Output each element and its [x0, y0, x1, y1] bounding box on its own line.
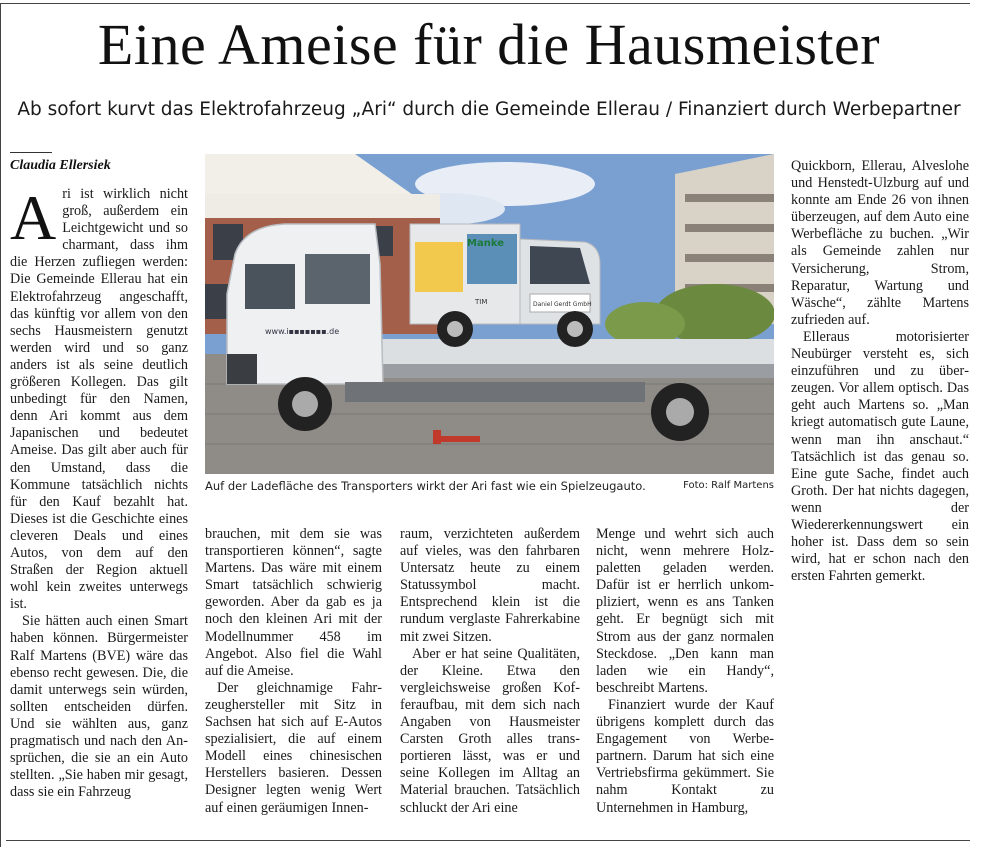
van-plate-text: Daniel Gerdt GmbH — [533, 301, 592, 308]
article-column-3 — [400, 526, 580, 832]
paragraph-3: brauchen, mit dem sie was transportieren können“, sagte Martens. Das wäre mit einem Smart tatsächlich schwierig geworden. Aber da gab es ja noch den kleinen Ari mit der Modellnummer 458 im Angebot. Also fiel die Wahl auf die Ameise. — [205, 526, 382, 679]
paragraph-10: Elleraus motorisierter Neubürger versteht es, sich einzuführen und zu überzeugen. Vor allem optisch. Das geht auch Martens so. „Man kriegt automatisch gute Laune, wenn man ihn anschaut.“ Tatsächlich ist das genau so. Eine gute Sache, findet auch Groth. Der hat nichts dagegen, wenn der Wiedererkennungswert ein hoher ist. Dass dem so sein wird, hat er schon nach den ersten Fahrten gemerkt. — [791, 328, 969, 585]
drop-cap: A — [10, 186, 57, 253]
van-sign: Manke — [467, 238, 504, 249]
article-column-2 — [205, 526, 382, 832]
paragraph-4: Der gleichnamige Fahrzeughersteller mit Sitz in Sachsen hat sich auf E-Autos spezialisiert, die auf einem Modell eines chinesischen Herstellers basieren. Dessen Designer legten wenig Wert auf einen geräumigen Innen- — [205, 679, 382, 816]
article-column-4 — [596, 526, 774, 832]
paragraph-1 — [10, 186, 188, 613]
photo-illustration — [205, 154, 774, 474]
paragraph-8: Finanziert wurde der Kauf übrigens komplett durch das Engagement von Werbepartnern. Darum hat sich eine Vertriebsfirma gekümmert. Sie nahm Kontakt zu Unternehmen in Hamburg, — [596, 696, 774, 816]
article-photo — [205, 154, 774, 474]
caption-text: Auf der Ladefläche des Transporters wirkt der Ari fast wie ein Spielzeugauto. — [205, 479, 646, 493]
truck-door-text: www.i▪▪▪▪▪▪▪.de — [265, 327, 340, 336]
byline-rule — [10, 152, 52, 153]
paragraph-9: Quickborn, Ellerau, Alveslohe und Henstedt-Ulzburg auf und konnte am Ende 26 von ihnen überzeugen, auf dem Auto eine Werbefläche zu buchen. „Wir als Gemeinde zahlen nur Versicherung, Strom, Reparatur, Wartung und Wäsche“, zählte Martens zufrieden auf. — [791, 158, 969, 328]
paragraph-6: Aber er hat seine Qualitäten, der Kleine. Etwa den vergleichsweise großen Kofferaufbau, mit dem sich nach Angaben von Hausmeister Carsten Groth alles transportieren lässt, was er und seine Kollegen im Alltag an Material brauchen. Tatsächlich schluckt der Ari eine — [400, 645, 580, 816]
van-panel-label: TIM — [475, 298, 488, 306]
article-column-5 — [791, 158, 969, 588]
paragraph-2: Sie hätten auch einen Smart haben können. Bürgermeister Ralf Martens (BVE) wäre das ebenso recht gewesen. Die, die damit unterwegs sein würden, sollten entscheiden dürfen. Und sie wählten aus, ganz pragmatisch und nach den Ansprüchen, die sie an ein Auto stellten. „Sie haben mir gesagt, dass sie ein Fahrzeug — [10, 613, 188, 801]
author-byline: Claudia Ellersiek — [10, 158, 111, 173]
bottom-rule — [6, 840, 970, 841]
paragraph-1-text: ri ist wirklich nicht groß, außerdem ein Leichtgewicht und so charmant, dass ihm die Herzen zufliegen werden: Die Gemeinde Ellerau hat ein Elektrofahrzeug angeschafft, das künftig vor allem von den sechs Hausmeistern genutzt werden wird und so ganz anders ist als seine deutlich größeren Kollegen. Das gilt unbedingt für den Namen, denn Ari kommt aus dem Japanischen und bedeutet Ameise. Das gilt aber auch für den Umstand, dass die Kommune tatsächlich nichts für den Kauf bezahlt hat. Dieses ist die Geschichte eines cleveren Deals und eines Autos, von dem auf den Straßen der Region aktuell wohl kein zweites unterwegs ist. — [10, 186, 188, 613]
paragraph-5: raum, verzichteten außerdem auf vieles, was den fahrbaren Untersatz heute zu einem Statussymbol macht. Entsprechend klein ist die rundum verglaste Fahrerkabine mit zwei Sitzen. — [400, 526, 580, 645]
photo-caption — [205, 478, 774, 494]
left-rule — [0, 3, 1, 847]
paragraph-7: Menge und wehrt sich auch nicht, wenn mehrere Holzpaletten geladen werden. Dafür ist er herrlich unkompliziert, wenn es ans Tanken geht. Er begnügt sich mit Strom aus der ganz normalen Steckdose. „Den kann man laden wie ein Handy“, beschreibt Martens. — [596, 526, 774, 696]
photo-credit: Foto: Ralf Martens — [683, 480, 774, 491]
article-column-1 — [10, 186, 188, 836]
headline: Eine Ameise für die Hausmeister — [97, 12, 881, 77]
subheadline: Ab sofort kurvt das Elektrofahrzeug „Ari“ durch die Gemeinde Ellerau / Finanziert durch Werbepartner — [17, 99, 961, 120]
top-rule — [0, 3, 970, 4]
